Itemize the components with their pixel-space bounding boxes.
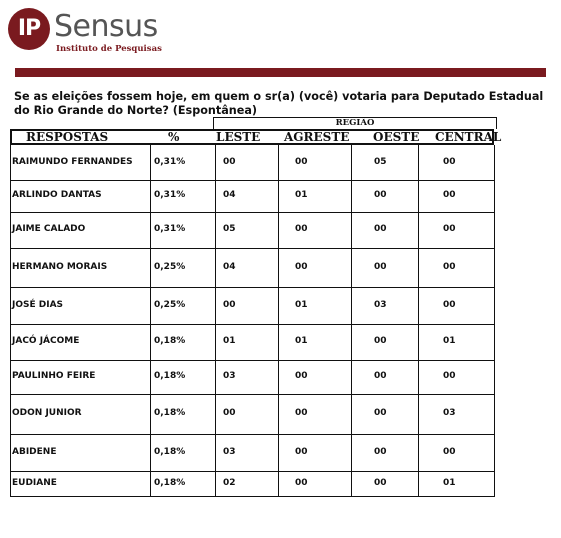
percent-value: 0,31% xyxy=(154,156,186,167)
table-column-border xyxy=(418,145,419,496)
table-column-border xyxy=(351,145,352,496)
agreste-value: 01 xyxy=(295,336,308,346)
candidate-name: HERMANO MORAIS xyxy=(12,261,108,272)
oeste-value: 00 xyxy=(374,224,387,234)
oeste-value: 00 xyxy=(374,446,387,457)
table-row-border xyxy=(10,212,495,213)
candidate-name: ABIDENE xyxy=(12,446,57,457)
percent-value: 0,18% xyxy=(154,336,186,346)
leste-value: 02 xyxy=(223,477,236,488)
table-row-border xyxy=(10,180,495,181)
leste-value: 03 xyxy=(223,446,236,457)
header-oeste: OESTE xyxy=(373,130,420,144)
header-agreste: AGRESTE xyxy=(284,130,350,144)
logo-subtitle: Instituto de Pesquisas xyxy=(56,44,162,54)
agreste-value: 01 xyxy=(295,299,308,310)
percent-value: 0,31% xyxy=(154,190,186,200)
header-percent: % xyxy=(168,130,180,144)
table-column-border xyxy=(494,145,495,496)
oeste-value: 03 xyxy=(374,299,387,310)
logo-mark: IP xyxy=(8,8,50,50)
candidate-name: JACÓ JÁCOME xyxy=(12,336,80,346)
oeste-value: 00 xyxy=(374,408,387,418)
candidate-name: ODON JUNIOR xyxy=(12,408,82,418)
table-column-border xyxy=(10,145,11,496)
header-respostas: RESPOSTAS xyxy=(26,130,109,144)
agreste-value: 00 xyxy=(295,261,308,272)
percent-value: 0,25% xyxy=(154,261,186,272)
candidate-name: PAULINHO FEIRE xyxy=(12,371,96,381)
leste-value: 00 xyxy=(223,156,236,167)
oeste-value: 00 xyxy=(374,190,387,200)
agreste-value: 01 xyxy=(295,190,308,200)
central-value: 03 xyxy=(443,408,456,418)
question-text: Se as eleições fossem hoje, em quem o sr(a) (você) votaria para Deputado Estadual do Rio Grande do Norte? (Espontânea) xyxy=(14,90,544,117)
percent-value: 0,18% xyxy=(154,408,186,418)
candidate-name: JAIME CALADO xyxy=(12,224,86,234)
table-column-border xyxy=(215,145,216,496)
candidate-name: ARLINDO DANTAS xyxy=(12,190,102,200)
candidate-name: JOSÉ DIAS xyxy=(12,299,64,310)
percent-value: 0,25% xyxy=(154,299,186,310)
candidate-name: RAIMUNDO FERNANDES xyxy=(12,156,133,167)
table-column-border xyxy=(150,145,151,496)
oeste-value: 00 xyxy=(374,336,387,346)
table-row-border xyxy=(10,394,495,395)
central-value: 00 xyxy=(443,446,456,457)
central-value: 00 xyxy=(443,371,456,381)
table-column-border xyxy=(278,145,279,496)
leste-value: 04 xyxy=(223,190,236,200)
agreste-value: 00 xyxy=(295,477,308,488)
table-row-border xyxy=(10,324,495,325)
leste-value: 00 xyxy=(223,299,236,310)
central-value: 00 xyxy=(443,261,456,272)
table-row-border xyxy=(10,360,495,361)
table-header xyxy=(10,129,502,145)
table-row-border xyxy=(10,248,495,249)
table-row-border xyxy=(10,287,495,288)
central-value: 00 xyxy=(443,156,456,167)
oeste-value: 00 xyxy=(374,371,387,381)
percent-value: 0,18% xyxy=(154,371,186,381)
oeste-value: 05 xyxy=(374,156,387,167)
logo-name: Sensus xyxy=(54,9,158,44)
agreste-value: 00 xyxy=(295,224,308,234)
header-leste: LESTE xyxy=(216,130,261,144)
agreste-value: 00 xyxy=(295,156,308,167)
oeste-value: 00 xyxy=(374,477,387,488)
region-header: REGIÃO xyxy=(213,117,497,129)
agreste-value: 00 xyxy=(295,446,308,457)
central-value: 01 xyxy=(443,477,456,488)
percent-value: 0,18% xyxy=(154,446,186,457)
leste-value: 03 xyxy=(223,371,236,381)
agreste-value: 00 xyxy=(295,408,308,418)
table-row-border xyxy=(10,471,495,472)
header-central: CENTRAL xyxy=(435,130,502,144)
central-value: 00 xyxy=(443,299,456,310)
leste-value: 05 xyxy=(223,224,236,234)
oeste-value: 00 xyxy=(374,261,387,272)
leste-value: 01 xyxy=(223,336,236,346)
central-value: 00 xyxy=(443,190,456,200)
percent-value: 0,18% xyxy=(154,477,186,488)
table-row-border xyxy=(10,496,495,497)
agreste-value: 00 xyxy=(295,371,308,381)
candidate-name: EUDIANE xyxy=(12,477,57,488)
central-value: 00 xyxy=(443,224,456,234)
central-value: 01 xyxy=(443,336,456,346)
leste-value: 00 xyxy=(223,408,236,418)
percent-value: 0,31% xyxy=(154,224,186,234)
table-row-border xyxy=(10,434,495,435)
header-divider xyxy=(15,68,546,77)
leste-value: 04 xyxy=(223,261,236,272)
